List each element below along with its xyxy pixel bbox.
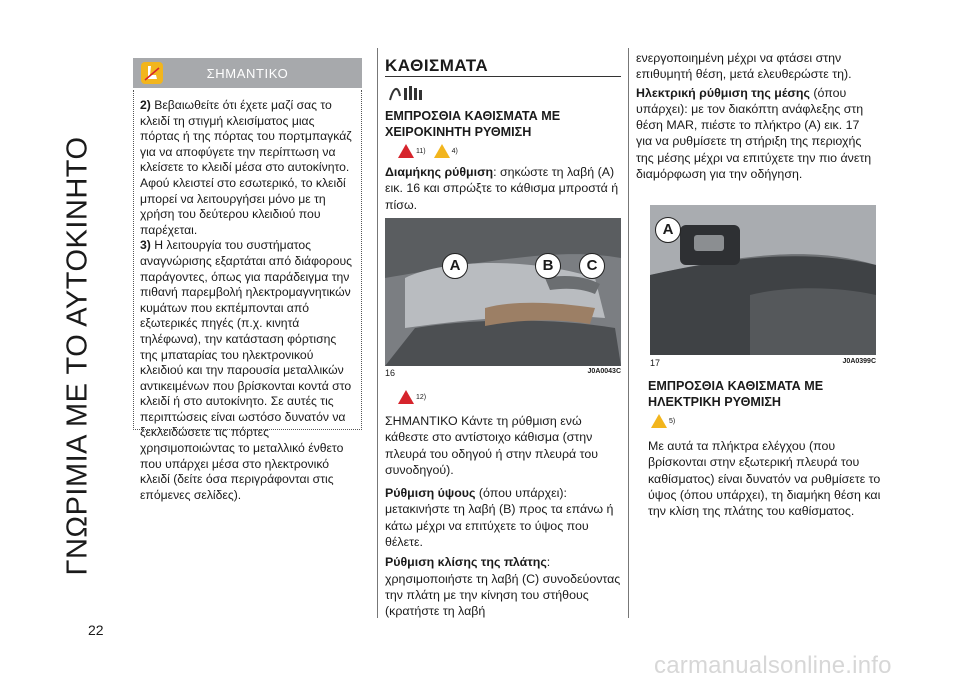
fig16-label-a: A bbox=[442, 253, 468, 279]
right-top-text bbox=[636, 50, 876, 182]
figure-16-photo bbox=[385, 218, 621, 366]
fig16-code: J0A0043C bbox=[587, 368, 621, 375]
danger-warning-icon bbox=[398, 144, 414, 158]
ref-5-row bbox=[651, 414, 681, 428]
height-text: (όπου υπάρχει): μετακινήστε τη λαβή (B) προς τα επάνω ή κάτω μέχρι να επιτύχετε το ύψος που θέλετε. bbox=[385, 486, 614, 550]
fig16-label-b: B bbox=[535, 253, 561, 279]
warning-p2-num: 2) bbox=[140, 98, 151, 112]
electric-seats-text: Με αυτά τα πλήκτρα ελέγχου (που βρίσκονται στην εξωτερική πλευρά του καθίσματος) είναι δυνατόν να ρυθμίσετε το ύψος (όπου υπάρχει), τη διαμήκη θέση και την κλίση της πλάτης του καθίσματος. bbox=[648, 439, 881, 519]
warning-p2-text: Βεβαιωθείτε ότι έχετε μαζί σας το κλειδί τη στιγμή κλεισίματος μιας πόρτας ή της πόρτας του πορτμπαγκάζ για να αποφύγετε την περίπτωση να κλείσετε το κλειδί μέσα στο αυτοκίνητο. Αφού κλειστεί στο εσωτερικό, το κλειδί μπορεί να λειτουργήσει μόνο με τη χρήση του δεύτερου κλειδιού που παρέχεται. bbox=[140, 98, 352, 237]
figure-17-caption bbox=[650, 358, 876, 368]
backrest-text: : χρησιμοποιήστε τη λαβή (C) συνοδεύοντας την πλάτη με την κίνηση του στήθους (κρατήστε τη λαβή bbox=[385, 555, 621, 619]
fig16-label-c: C bbox=[579, 253, 605, 279]
caution-warning-icon bbox=[434, 144, 450, 158]
fig17-code: J0A0399C bbox=[842, 358, 876, 365]
side-title bbox=[38, 0, 118, 683]
manual-seats-heading: ΕΜΠΡΟΣΘΙΑ ΚΑΘΙΣΜΑΤΑ ΜΕ ΧΕΙΡΟΚΙΝΗΤΗ ΡΥΘΜΙΣΗ bbox=[385, 109, 561, 139]
backrest-label: Ρύθμιση κλίσης της πλάτης bbox=[385, 555, 547, 570]
ref-12-row bbox=[398, 390, 432, 404]
ref-5: 5) bbox=[669, 417, 676, 425]
page-number: 22 bbox=[88, 622, 104, 638]
warning-box bbox=[133, 58, 362, 502]
side-title-text: ΓΝΩΡΙΜΙΑ ΜΕ ΤΟ ΑΥΤΟΚΙΝΗΤΟ bbox=[61, 136, 94, 576]
figure-16-caption bbox=[385, 368, 621, 378]
column-divider-1 bbox=[377, 48, 378, 618]
longitudinal-text bbox=[385, 164, 621, 213]
fig17-number: 17 bbox=[650, 358, 661, 368]
manual-seat-icon bbox=[386, 82, 428, 111]
warning-p3-text: Η λειτουργία του συστήματος αναγνώρισης εξαρτάται από διάφορους παράγοντες, όπως για παράδειγμα την πιθανή παρεμβολή ηλεκτρομαγνητικών κυμάτων που εκπέμπονται από εξωτερικές πηγές (π.χ. κινητά τηλέφωνα), την κατάσταση φόρτισης της μπαταρίας του ηλεκτρονικού κλειδιού και την παρουσία μεταλλικών αντικειμένων που βρίσκονται κοντά στο κλειδί ή στο αυτοκίνητο. Σε αυτές τις περιπτώσεις είναι ωστόσο δυνατόν να ξεκλειδώσετε τις πόρτες χρησιμοποιώντας το μεταλλικό ένθετο που υπάρχει μέσα στο ηλεκτρονικό κλειδί (δείτε όσα περιγράφονται στις επόμενες σελίδες). bbox=[140, 238, 353, 502]
warning-title: ΣΗΜΑΝΤΙΚΟ bbox=[206, 66, 289, 81]
lumbar-label: Ηλεκτρική ρύθμιση της μέσης bbox=[636, 85, 810, 100]
ref-4: 4) bbox=[451, 147, 458, 155]
longitudinal-body: : σηκώστε τη λαβή (A) εικ. 16 και σπρώξτε το κάθισμα μπροστά ή πίσω. bbox=[385, 165, 619, 212]
danger-warning-icon-2 bbox=[398, 390, 414, 404]
manual-refs bbox=[398, 144, 464, 158]
manual-body-text bbox=[385, 413, 621, 620]
fig16-number: 16 bbox=[385, 368, 396, 378]
warning-p3-num: 3) bbox=[140, 238, 151, 253]
watermark: carmanualsonline.info bbox=[654, 652, 892, 679]
ref-11: 11) bbox=[416, 147, 426, 155]
section-title: ΚΑΘΙΣΜΑΤΑ bbox=[385, 56, 489, 75]
warning-body bbox=[133, 90, 362, 502]
caution-warning-icon-2 bbox=[651, 414, 667, 428]
continued-text: ενεργοποιημένη μέχρι να φτάσει στην επιθυμητή θέση, μετά ελευθερώστε τη). bbox=[636, 51, 852, 82]
important-note: ΣΗΜΑΝΤΙΚΟ Κάντε τη ρύθμιση ενώ κάθεστε στο αντίστοιχο κάθισμα (στην πλευρά του οδηγού ή στην πλευρά του συνοδηγού). bbox=[385, 414, 599, 477]
ref-12: 12) bbox=[416, 393, 427, 401]
section-rule bbox=[385, 76, 621, 77]
figure-17-photo bbox=[650, 205, 876, 355]
height-label: Ρύθμιση ύψους bbox=[385, 486, 476, 501]
fig17-label-a: A bbox=[655, 217, 681, 243]
lumbar-text: (όπου υπάρχει): με τον διακόπτη ανάφλεξης στη θέση MAR, πιέστε το πλήκτρο (A) εικ. 17 για να ρυθμίσετε τη στήριξη της περιοχής της μέσης μέχρι να επιτύχετε την πιο άνετη διαμόρφωση για την οδήγηση. bbox=[636, 85, 872, 182]
longitudinal-label: Διαμήκης ρύθμιση bbox=[385, 165, 494, 179]
electric-seats-heading: ΕΜΠΡΟΣΘΙΑ ΚΑΘΙΣΜΑΤΑ ΜΕ ΗΛΕΚΤΡΙΚΗ ΡΥΘΜΙΣΗ bbox=[648, 379, 824, 409]
column-divider-2 bbox=[628, 48, 629, 618]
warning-header bbox=[133, 58, 362, 88]
